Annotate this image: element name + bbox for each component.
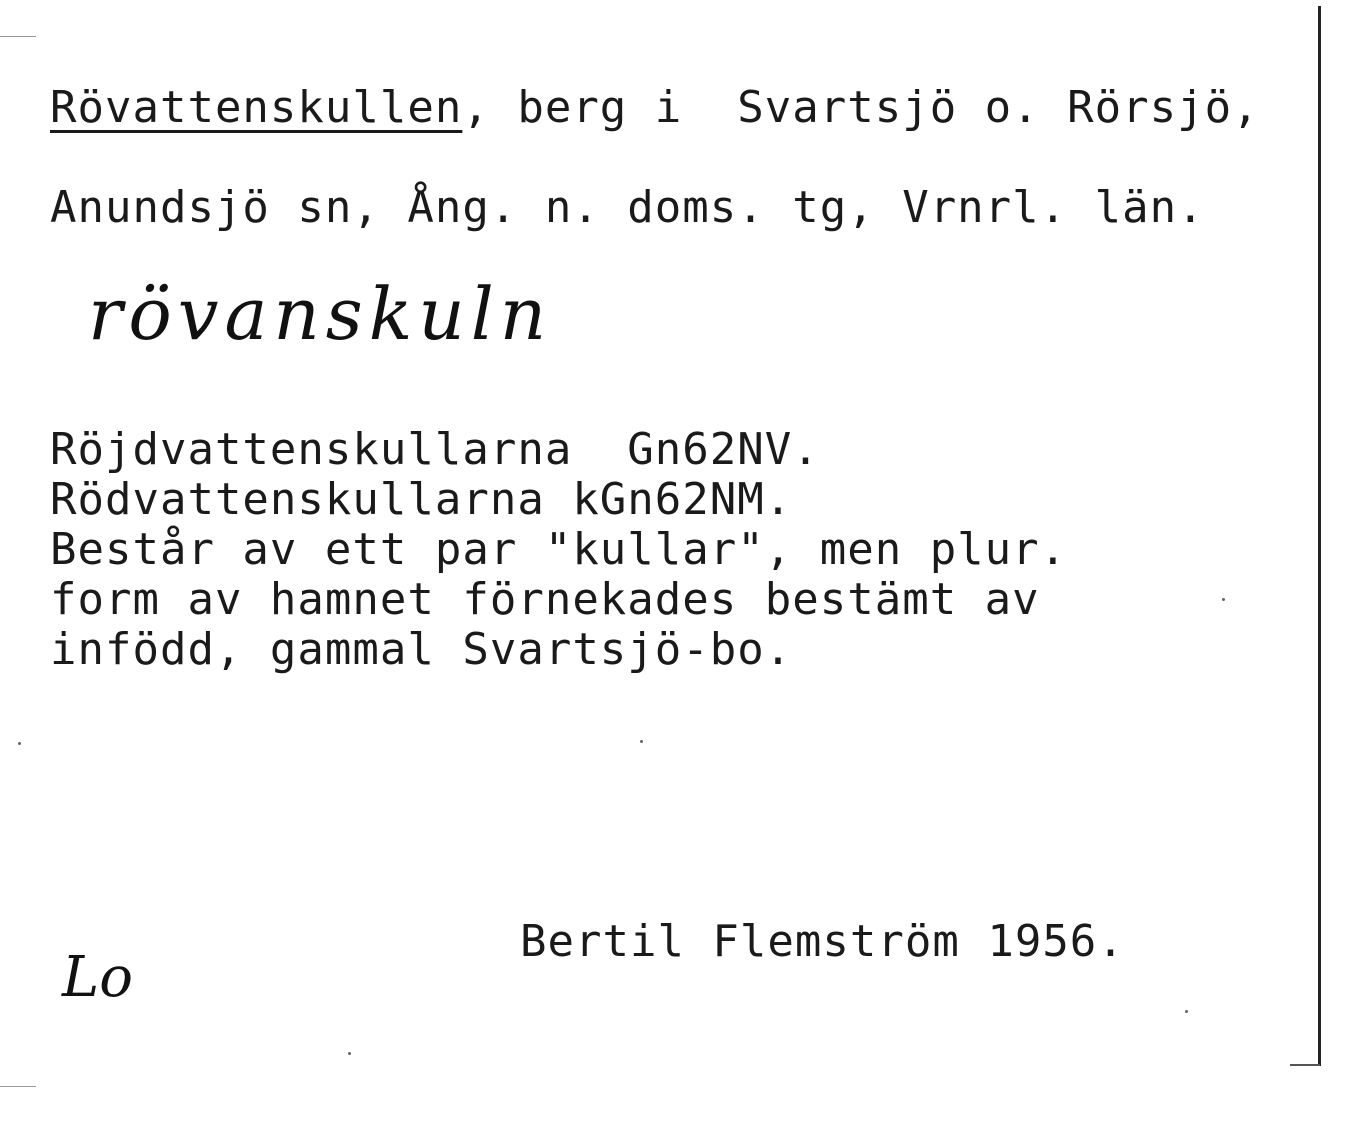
signature: Bertil Flemström 1956.: [520, 916, 1125, 967]
margin-mark: [0, 36, 36, 37]
speck: [1185, 1010, 1188, 1013]
heading-line: [50, 82, 1260, 133]
card-edge: [1318, 6, 1321, 1066]
speck: [348, 1052, 351, 1055]
parish-line: Anundsjö sn, Ång. n. doms. tg, Vrnrl. län.: [50, 182, 1205, 233]
body-line-5: infödd, gammal Svartsjö-bo.: [50, 624, 793, 675]
body-line-4: form av hamnet förnekades bestämt av: [50, 574, 1040, 625]
body-line-1: Röjdvattenskullarna Gn62NV.: [50, 424, 820, 475]
speck: [18, 742, 21, 745]
body-line-2: Rödvattenskullarna kGn62NM.: [50, 474, 793, 525]
margin-mark: [0, 1086, 36, 1087]
place-description: , berg i Svartsjö o. Rörsjö,: [462, 82, 1260, 133]
speck: [640, 740, 643, 743]
margin-note-handwritten: Lo: [62, 945, 133, 1010]
card-edge-tick: [1290, 1064, 1320, 1066]
speck: [1222, 598, 1225, 601]
place-name: Rövattenskullen: [50, 82, 463, 133]
body-line-3: Består av ett par "kullar", men plur.: [50, 524, 1068, 575]
pronunciation-handwritten: rövanskuln: [88, 272, 553, 356]
